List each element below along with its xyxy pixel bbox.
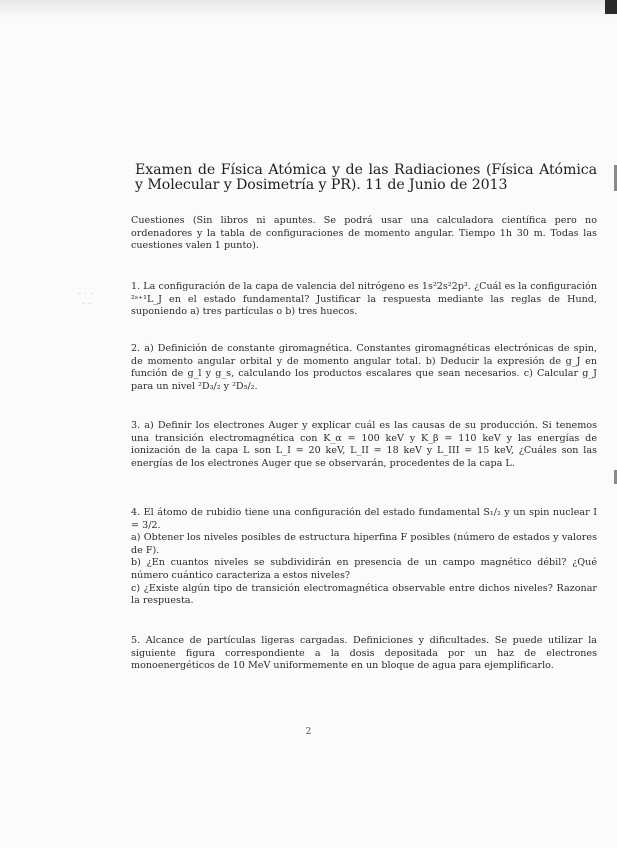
scan-smudge: · · <box>82 300 92 308</box>
question-1: 1. La configuración de la capa de valencia del nitrógeno es 1s²2s²2p³. ¿Cuál es la configuración ²ˢ⁺¹L_J en el estado fundamental? Justificar la respuesta mediante las reglas de Hund, suponiendo a) tres partículas o b) tres huecos. <box>131 281 597 318</box>
scan-shadow <box>0 0 617 18</box>
question-4-part-c: c) ¿Existe algún tipo de transición electromagnética observable entre dichos niveles? Razonar la respuesta. <box>131 582 597 607</box>
question-4-part-a: a) Obtener los niveles posibles de estructura hiperfina F posibles (número de estados y valores de F). <box>131 532 597 556</box>
scan-corner-mark <box>605 0 617 14</box>
instructions-paragraph: Cuestiones (Sin libros ni apuntes. Se podrá usar una calculadora científica pero no ordenadores y la tabla de configuraciones de momento angular. Tiempo 1h 30 m. Todas las cuestiones valen 1 punto). <box>131 215 597 252</box>
question-5: 5. Alcance de partículas ligeras cargadas. Definiciones y dificultades. Se puede utilizar la siguiente figura correspondiente a la dosis depositada por un haz de electrones monoenergéticos de 10 MeV uniformemente en un bloque de agua para ejemplificarlo. <box>131 635 597 672</box>
scan-smudge: · · · <box>78 290 95 298</box>
question-4 <box>131 507 597 608</box>
page-number: 2 <box>305 727 312 737</box>
question-3: 3. a) Definir los electrones Auger y explicar cuál es las causas de su producción. Si tenemos una transición electromagnética con K_α = 100 keV y K_β = 110 keV y las energías de ionización de la capa L son L_I = 20 keV, L_II = 18 keV y L_III = 15 keV, ¿Cuáles son las energías de los electrones Auger que se observarán, procedentes de la capa L. <box>131 420 597 469</box>
question-4-statement: 4. El átomo de rubidio tiene una configuración del estado fundamental S₁/₂ y un spin nuclear I = 3/2. <box>131 507 597 531</box>
exam-title: Examen de Física Atómica y de las Radiaciones (Física Atómica y Molecular y Dosimetría y PR). 11 de Junio de 2013 <box>135 162 597 193</box>
question-4-part-b: b) ¿En cuantos niveles se subdividirán en presencia de un campo magnético débil? ¿Qué número cuántico caracteriza a estos niveles? <box>131 557 597 581</box>
question-2: 2. a) Definición de constante giromagnética. Constantes giromagnéticas electrónicas de spin, de momento angular orbital y de momento angular total. b) Deducir la expresión de g_J en función de g_l y g_s, calculando los productos escalares que sean necesarios. c) Calcular g_J para un nivel ²D₃/₂ y ²D₅/₂. <box>131 343 597 392</box>
